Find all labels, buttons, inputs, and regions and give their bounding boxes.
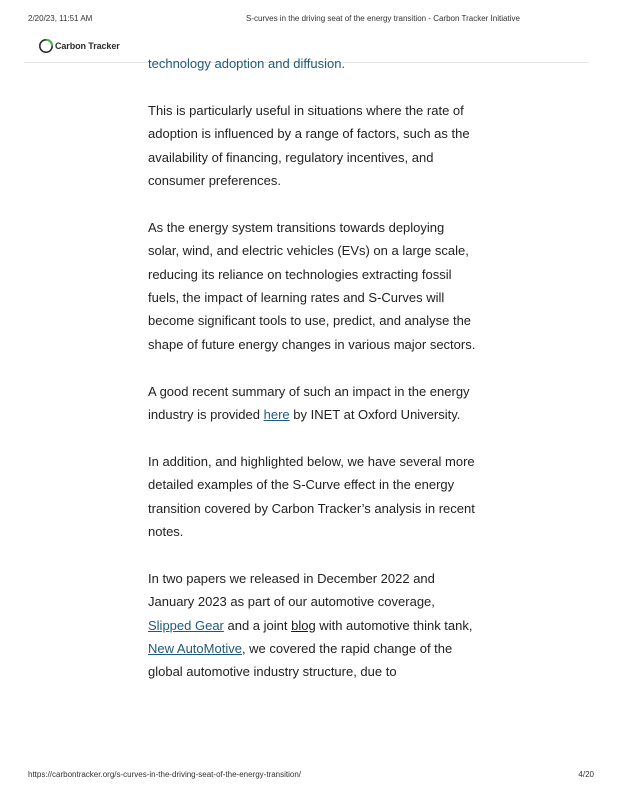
new-automotive-link[interactable]: New AutoMotive (148, 641, 242, 657)
auto-text-mid1: and a joint (223, 617, 292, 633)
blog-link[interactable]: blog (291, 617, 316, 633)
carbon-tracker-logo-icon (38, 38, 54, 54)
inet-text-after: by INET at Oxford University. (289, 407, 461, 423)
print-page-number: 4/20 (578, 770, 594, 779)
lead-in-text: technology adoption and diffusion. (148, 56, 346, 71)
auto-text-before: In two papers we released in December 2022 and January 2023 as part of our automotive coverage, (148, 570, 435, 610)
logo-text: Carbon Tracker (55, 41, 120, 51)
paragraph-energy-transition: As the energy system transitions towards deploying solar, wind, and electric vehicles (EVs) on a large scale, reducing its reliance on technologies extracting fossil fuels, the impact of learning rates and S-Curves will become significant tools to use, predict, and analyse the shape of future energy changes in various major sectors. (148, 219, 476, 352)
paragraph-examples: In addition, and highlighted below, we have several more detailed examples of the S-Curve effect in the energy transition covered by Carbon Tracker’s analysis in recent notes. (148, 453, 475, 540)
paragraph-automotive (148, 567, 478, 684)
paragraph-inet-summary (148, 380, 478, 427)
here-link[interactable]: here (263, 407, 290, 423)
site-logo[interactable] (38, 36, 120, 56)
auto-text-mid2: with automotive think tank, (315, 617, 473, 633)
slipped-gear-link[interactable]: Slipped Gear (148, 617, 224, 633)
print-header (28, 14, 596, 26)
inet-text-before: A good recent summary of such an impact in the energy industry is provided (148, 383, 470, 423)
print-footer (28, 770, 594, 782)
print-url: https://carbontracker.org/s-curves-in-the-driving-seat-of-the-energy-transition/ (28, 770, 301, 779)
article-body (148, 52, 478, 707)
auto-text-after: , we covered the rapid change of the global automotive industry structure, due to (148, 641, 453, 680)
print-doc-title: S-curves in the driving seat of the energy transition - Carbon Tracker Initiative (246, 14, 520, 23)
paragraph-adoption-factors: This is particularly useful in situations where the rate of adoption is influenced by a range of factors, such as the availability of financing, regulatory incentives, and consumer preferences. (148, 102, 470, 189)
print-datetime: 2/20/23, 11:51 AM (28, 14, 93, 23)
